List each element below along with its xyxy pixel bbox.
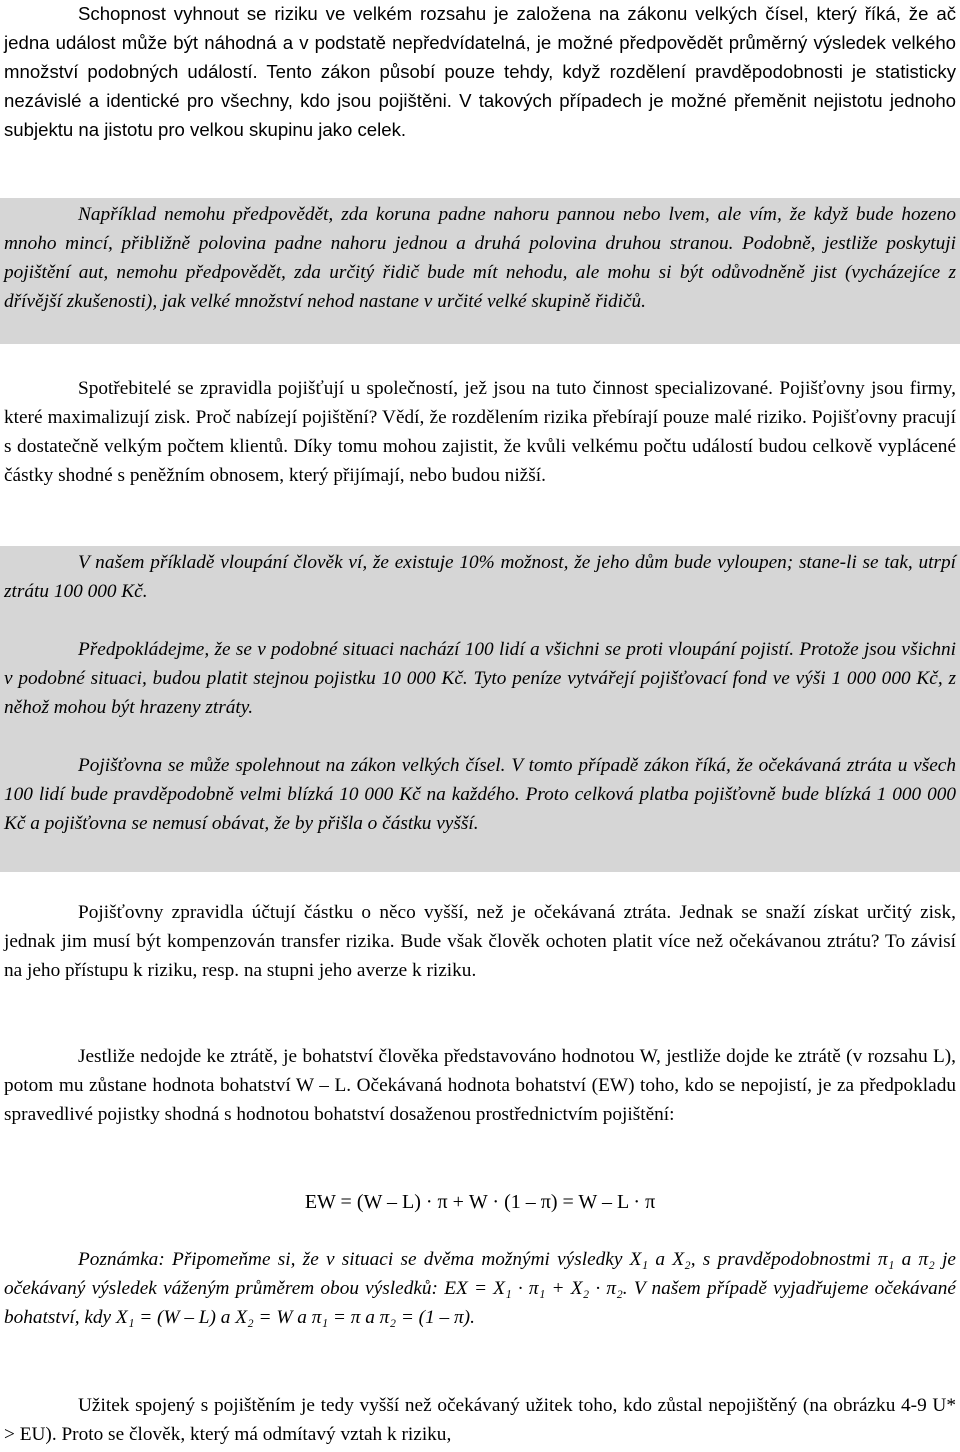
paragraph-utility: Užitek spojený s pojištěním je tedy vyšší než očekávaný užitek toho, kdo zůstal nepojištěný (na obrázku 4-9 U* > EU). Proto se člověk, který má odmítavý vztah k riziku, [4,1395,956,1445]
paragraph-coin-example: Například nemohu předpovědět, zda koruna padne nahoru pannou nebo lvem, ale vím, že když bude hozeno mnoho mincí, přibližně polovina padne nahoru jednou a druhá polovina druhou stranou. Podobně, jestliže poskytuji pojištění aut, nemohu předpovědět, zda určitý řidič bude mít nehodu, ale mohu si být odůvodněně jist (vycházejíce z dřívější zkušenosti), jak velké množství nehod nastane v určité velké skupině řidičů. [4,204,956,312]
paragraph-premium-higher: Pojišťovny zpravidla účtují částku o něco vyšší, než je očekávaná ztráta. Jednak se snaží získat určitý zisk, jednak jim musí být kompenzován transfer rizika. Bude však člověk ochoten platit více než očekávanou ztrátu? To závisí na jeho přístupu k riziku, resp. na stupni jeho averze k riziku. [4,902,956,981]
paragraph-note: Poznámka: Připomeňme si, že v situaci se dvěma možnými výsledky X₁ a X₂, s pravděpodobnostmi π₁ a π₂ je očekávaný výsledek váženým průměrem obou výsledků: EX = X₁ · π₁ + X₂ · π₂. V našem případě vyjadřujeme očekávané bohatství, kdy X₁ = (W – L) a X₂ = W a π₁ = π a π₂ = (1 – π). [4,1249,956,1328]
expected-wealth-formula: EW = (W – L) · π + W · (1 – π) = W – L · π [304,1191,656,1213]
paragraph-insurer-relies: Pojišťovna se může spolehnout na zákon velkých čísel. V tomto případě zákon říká, že očekávaná ztráta u všech 100 lidí bude pravděpodobně velmi blízká 10 000 Kč na každého. Proto celková platba pojišťovně bude blízká 1 000 000 Kč a pojišťovna se nemusí obávat, že by přišla o částku vyšší. [4,755,956,834]
paragraph-hundred-people: Předpokládejme, že se v podobné situaci nachází 100 lidí a všichni se proti vloupání pojistí. Protože jsou všichni v podobné situaci, budou platit stejnou pojistku 10 000 Kč. Tyto peníze vytvářejí pojišťovací fond ve výši 1 000 000 Kč, z něhož mohou být hrazeny ztráty. [4,639,956,718]
paragraph-wealth: Jestliže nedojde ke ztrátě, je bohatství člověka představováno hodnotou W, jestliže dojde ke ztrátě (v rozsahu L), potom mu zůstane hodnota bohatství W – L. Očekávaná hodnota bohatství (EW) toho, kdo se nepojistí, je za předpokladu spravedlivé pojistky shodná s hodnotou bohatství dosaženou prostřednictvím pojištění: [4,1046,956,1125]
paragraph-law-of-large-numbers: Schopnost vyhnout se riziku ve velkém rozsahu je založena na zákonu velkých čísel, který říká, že ač jedna událost může být náhodná a v podstatě nepředvídatelná, je možné předpovědět průměrný výsledek velkého množství podobných událostí. Tento zákon působí pouze tehdy, když rozdělení pravděpodobnosti je statisticky nezávislé a identické pro všechny, kdo jsou pojištěni. V takových případech je možné přeměnit nejistotu jednoho subjektu na jistotu pro velkou skupinu jako celek. [4,3,956,140]
paragraph-insurers: Spotřebitelé se zpravidla pojišťují u společností, jež jsou na tuto činnost specializované. Pojišťovny jsou firmy, které maximalizují zisk. Proč nabízejí pojištění? Vědí, že rozdělením rizika přebírají pouze malé riziko. Pojišťovny pracují s dostatečně velkým počtem klientů. Díky tomu mohou zajistit, že kvůli velkému počtu událostí budou celkově vyplácené částky shodné s peněžním obnosem, který přijímají, nebo budou nižší. [4,378,956,486]
paragraph-burglary-example: V našem příkladě vloupání člověk ví, že existuje 10% možnost, že jeho dům bude vyloupen; stane-li se tak, utrpí ztrátu 100 000 Kč. [4,552,956,602]
